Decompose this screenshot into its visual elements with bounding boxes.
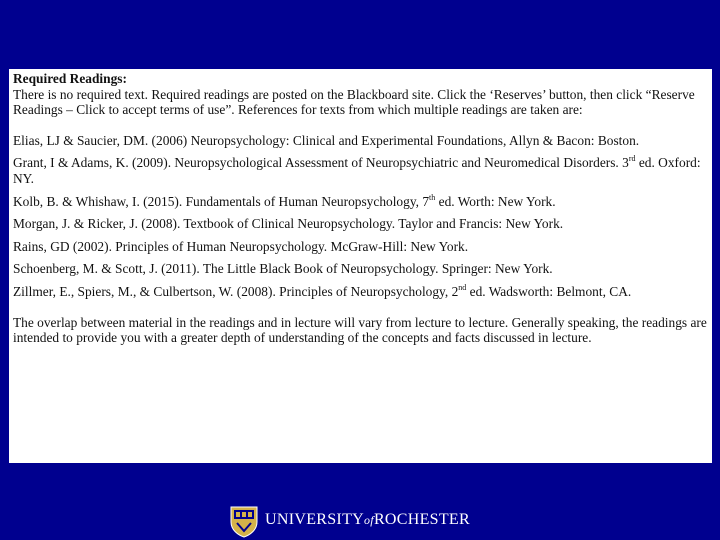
closing-paragraph: The overlap between material in the readings and in lecture will vary from lecture to lecture. Generally speaking, the readings are intended to provide you with a greater depth of understanding of the concepts and facts discussed in lecture. [13, 314, 707, 346]
reference-item: Morgan, J. & Ricker, J. (2008). Textbook of Clinical Neuropsychology. Taylor and Francis: New York. [13, 216, 564, 232]
reference-item: Kolb, B. & Whishaw, I. (2015). Fundamentals of Human Neuropsychology, 7th ed. Worth: New York. [13, 192, 556, 209]
university-wordmark: UNIVERSITYofROCHESTER [265, 511, 470, 528]
reference-item: Zillmer, E., Spiers, M., & Culbertson, W. (2008). Principles of Neuropsychology, 2nd ed. Wadsworth: Belmont, CA. [13, 282, 632, 299]
reference-item: Rains, GD (2002). Principles of Human Neuropsychology. McGraw-Hill: New York. [13, 238, 469, 254]
intro-paragraph: There is no required text. Required readings are posted on the Blackboard site. Click the ‘Reserves’ button, then click “Reserve Readings – Click to accept terms of use”. References for texts from which multiple readings are taken are: [13, 86, 695, 118]
reference-item: Grant, I & Adams, K. (2009). Neuropsychological Assessment of Neuropsychiatric and Neuromedical Disorders. 3rd ed. Oxford: NY. [13, 154, 701, 186]
footer-logo [0, 505, 720, 539]
university-shield-icon [229, 505, 259, 538]
reference-item: Elias, LJ & Saucier, DM. (2006) Neuropsychology: Clinical and Experimental Foundations, Allyn & Bacon: Boston. [13, 132, 640, 148]
section-heading: Required Readings: [13, 71, 127, 86]
reference-item: Schoenberg, M. & Scott, J. (2011). The Little Black Book of Neuropsychology. Springer: New York. [13, 261, 553, 277]
readings-panel [9, 69, 712, 463]
